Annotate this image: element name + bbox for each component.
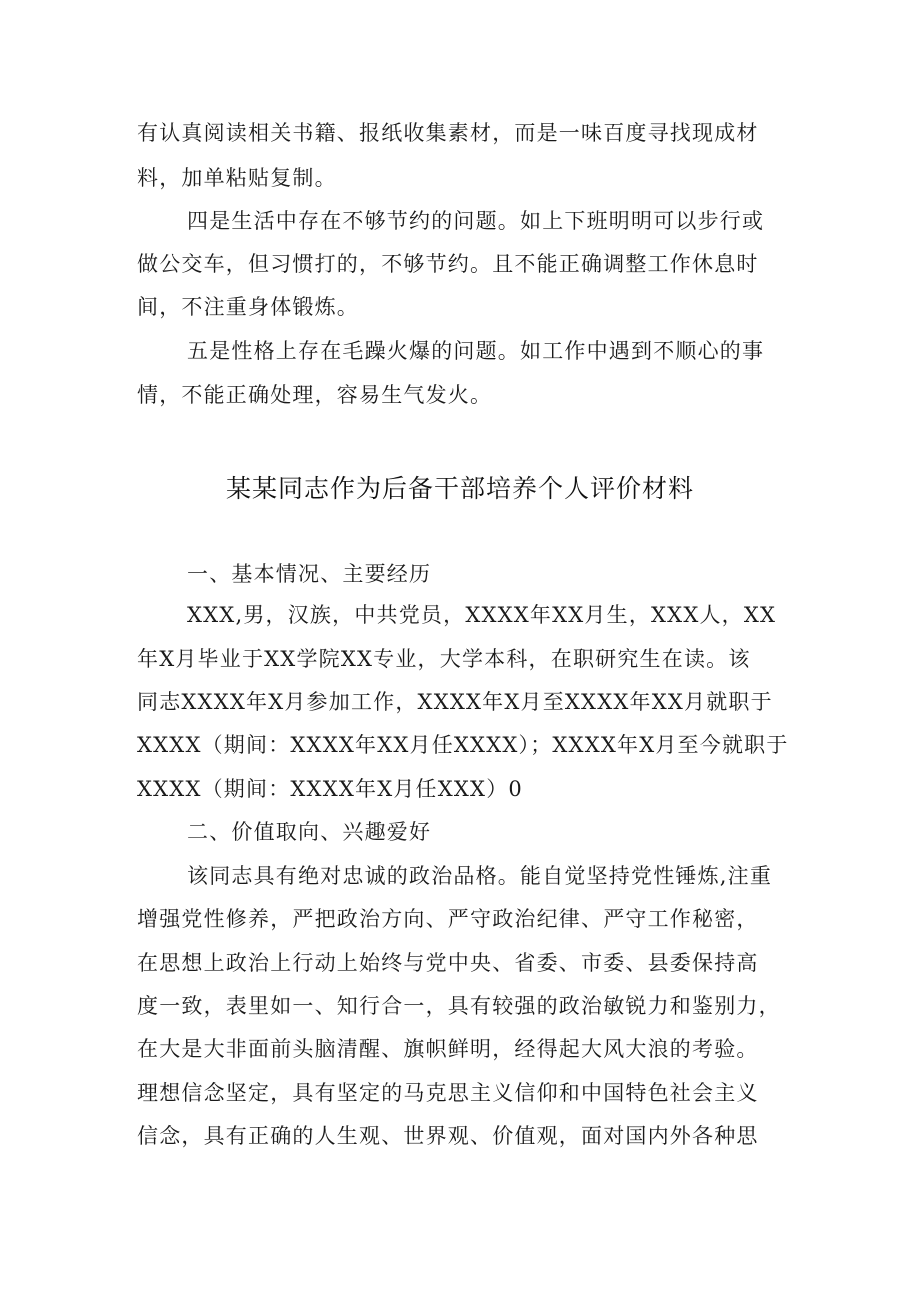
body-line: 理想信念坚定，具有坚定的马克思主义信仰和中国特色社会主义 <box>137 1081 759 1105</box>
body-line: 同志XXXX年X月参加工作，XXXX年X月至XXXX年XX月就职于 <box>137 690 773 714</box>
paragraph-start-line: 五是性格上存在毛躁火爆的问题。如工作中遇到不顺心的事 <box>187 339 765 363</box>
body-line: 增强党性修养，严把政治方向、严守政治纪律、严守工作秘密， <box>137 907 759 931</box>
body-line: 度一致，表里如一、知行合一，具有较强的政治敏锐力和鉴别力， <box>137 994 781 1018</box>
body-line: 做公交车，但习惯打的，不够节约。且不能正确调整工作休息时 <box>137 252 759 276</box>
body-line: XXXX（期间：XXXX年X月任XXX）0 <box>137 777 523 801</box>
section-heading: 二、价值取向、兴趣爱好 <box>187 820 432 844</box>
body-line: XXXX（期间：XXXX年XX月任XXXX）；XXXX年X月至今就职于 <box>137 733 789 757</box>
body-line: 有认真阅读相关书籍、报纸收集素材，而是一味百度寻找现成材 <box>137 121 759 145</box>
document-title: 某某同志作为后备干部培养个人评价材料 <box>225 474 694 503</box>
section-heading: 一、基本情况、主要经历 <box>187 562 432 586</box>
body-line: 年X月毕业于XX学院XX专业，大学本科，在职研究生在读。该 <box>137 647 751 671</box>
body-line: 情，不能正确处理，容易生气发火。 <box>137 383 493 407</box>
body-line: 在大是大非面前头脑清醒、旗帜鲜明，经得起大风大浪的考验。 <box>137 1037 759 1061</box>
body-line: 间，不注重身体锻炼。 <box>137 295 359 319</box>
paragraph-start-line: 四是生活中存在不够节约的问题。如上下班明明可以步行或 <box>187 209 765 233</box>
body-line: 料，加单粘贴复制。 <box>137 166 337 190</box>
paragraph-start-line: 该同志具有绝对忠诚的政治品格。能自觉坚持党性锤炼,注重 <box>187 864 773 888</box>
paragraph-start-line: XXX,男，汉族，中共党员，XXXX年XX月生，XXX人，XX <box>187 603 777 627</box>
body-line: 在思想上政治上行动上始终与党中央、省委、市委、县委保持高 <box>137 951 759 975</box>
body-line: 信念，具有正确的人生观、世界观、价值观，面对国内外各种思 <box>137 1124 759 1148</box>
